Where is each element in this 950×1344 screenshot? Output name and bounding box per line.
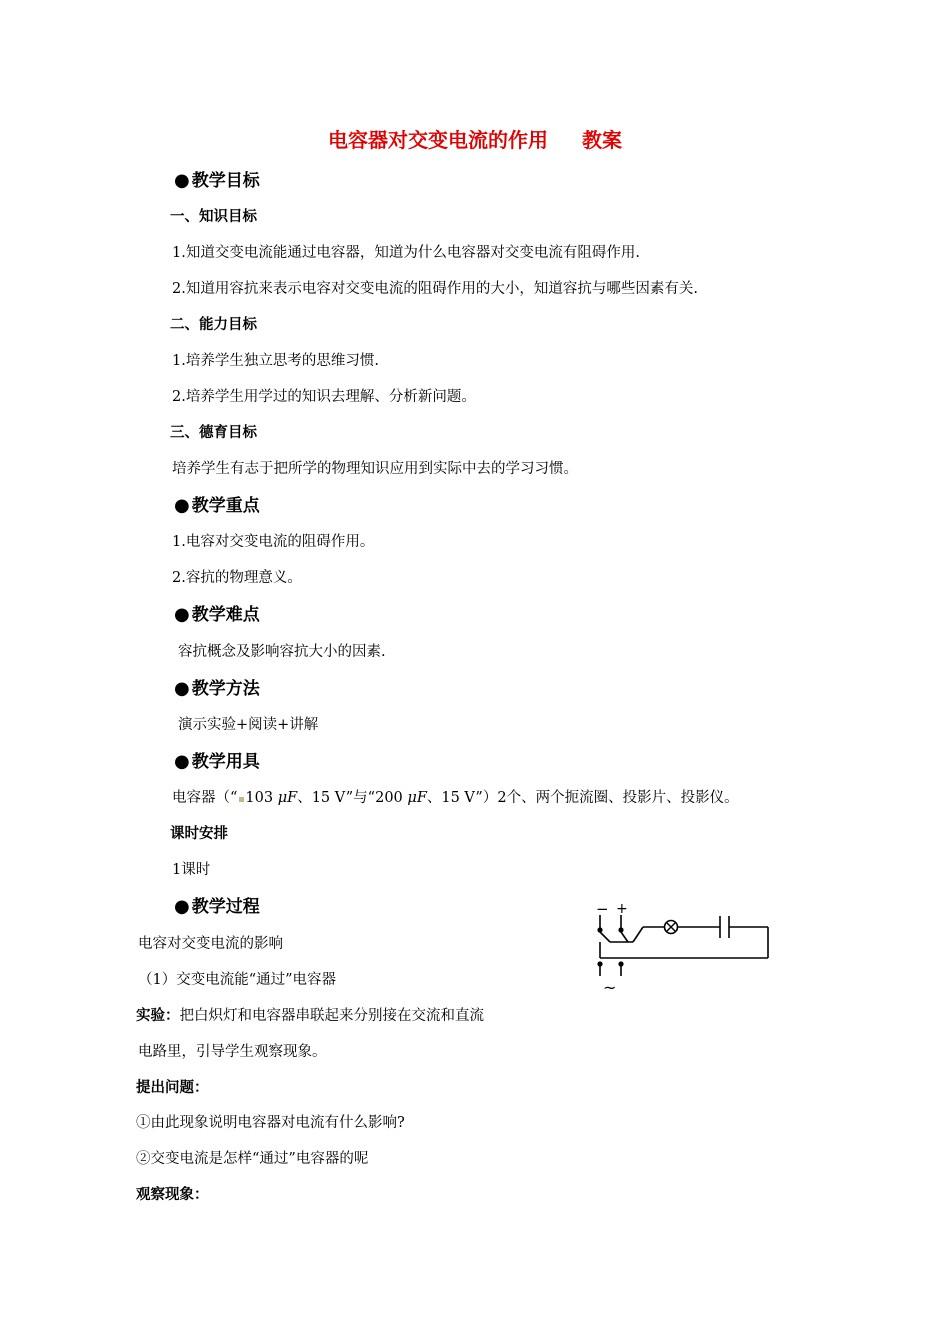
moral-goals-heading: 三、德育目标	[170, 425, 257, 441]
knowledge-goal-1: 1.知道交变电流能通过电容器，知道为什么电容器对交变电流有阻碍作用.	[172, 245, 640, 261]
process-line-2: （1）交变电流能“通过”电容器	[138, 972, 337, 988]
bullet-icon: ●	[174, 751, 190, 772]
experiment-continuation: 电路里，引导学生观察现象。	[138, 1044, 327, 1060]
methods-text: 演示实验+阅读+讲解	[178, 717, 319, 733]
tools-text: 电容器（“ 103 μF、15 V”与“200 μF、15 V”）2个、两个扼流圈、投影片、投影仪。	[172, 790, 739, 806]
observe-label: 观察现象：	[136, 1187, 209, 1203]
difficulties-text: 容抗概念及影响容抗大小的因素.	[178, 644, 386, 660]
experiment-label: 实验：	[136, 1008, 180, 1024]
title-suffix: 教案	[582, 128, 622, 152]
section-tools-heading: ● 教学用具	[174, 751, 260, 772]
ac-source-label: ~	[603, 978, 617, 997]
knowledge-goals-heading: 一、知识目标	[170, 209, 257, 225]
schedule-text: 1课时	[172, 862, 211, 878]
minus-terminal-label: −	[596, 900, 609, 918]
ability-goals-heading: 二、能力目标	[170, 317, 257, 333]
question-1: ①由此现象说明电容器对电流有什么影响?	[136, 1115, 405, 1131]
schedule-heading: 课时安排	[170, 826, 228, 842]
section-key-points-heading: ● 教学重点	[174, 495, 260, 516]
ability-goal-2: 2.培养学生用学过的知识去理解、分析新问题。	[172, 389, 476, 405]
title-main: 电容器对交变电流的作用	[328, 128, 548, 152]
moral-goal-text: 培养学生有志于把所学的物理知识应用到实际中去的学习习惯。	[172, 461, 578, 477]
plus-terminal-label: +	[616, 901, 628, 917]
circuit-diagram	[588, 896, 778, 1000]
knowledge-goal-2: 2.知道用容抗来表示电容对交变电流的阻碍作用的大小，知道容抗与哪些因素有关.	[172, 281, 698, 297]
bullet-icon: ●	[174, 170, 190, 191]
experiment-line: 实验：把白炽灯和电容器串联起来分别接在交流和直流	[136, 1008, 484, 1024]
circuit-wires	[600, 915, 768, 976]
section-methods-heading: ● 教学方法	[174, 678, 260, 699]
bullet-icon: ●	[174, 896, 190, 917]
section-process-heading: ● 教学过程	[174, 896, 260, 917]
process-line-1: 电容对交变电流的影响	[138, 936, 283, 952]
section-difficulties-heading: ● 教学难点	[174, 604, 260, 625]
key-point-1: 1.电容对交变电流的阻碍作用。	[172, 534, 375, 550]
question-label: 提出问题：	[136, 1080, 209, 1096]
bullet-icon: ●	[174, 604, 190, 625]
bullet-icon: ●	[174, 678, 190, 699]
bullet-icon: ●	[174, 495, 190, 516]
lamp-icon	[665, 921, 678, 934]
section-goals-heading: ● 教学目标	[174, 170, 260, 191]
key-point-2: 2.容抗的物理意义。	[172, 570, 302, 586]
document-title	[0, 124, 950, 153]
question-2: ②交变电流是怎样“通过”电容器的呢	[136, 1151, 369, 1167]
speck-mark	[239, 797, 244, 802]
ability-goal-1: 1.培养学生独立思考的思维习惯.	[172, 353, 379, 369]
